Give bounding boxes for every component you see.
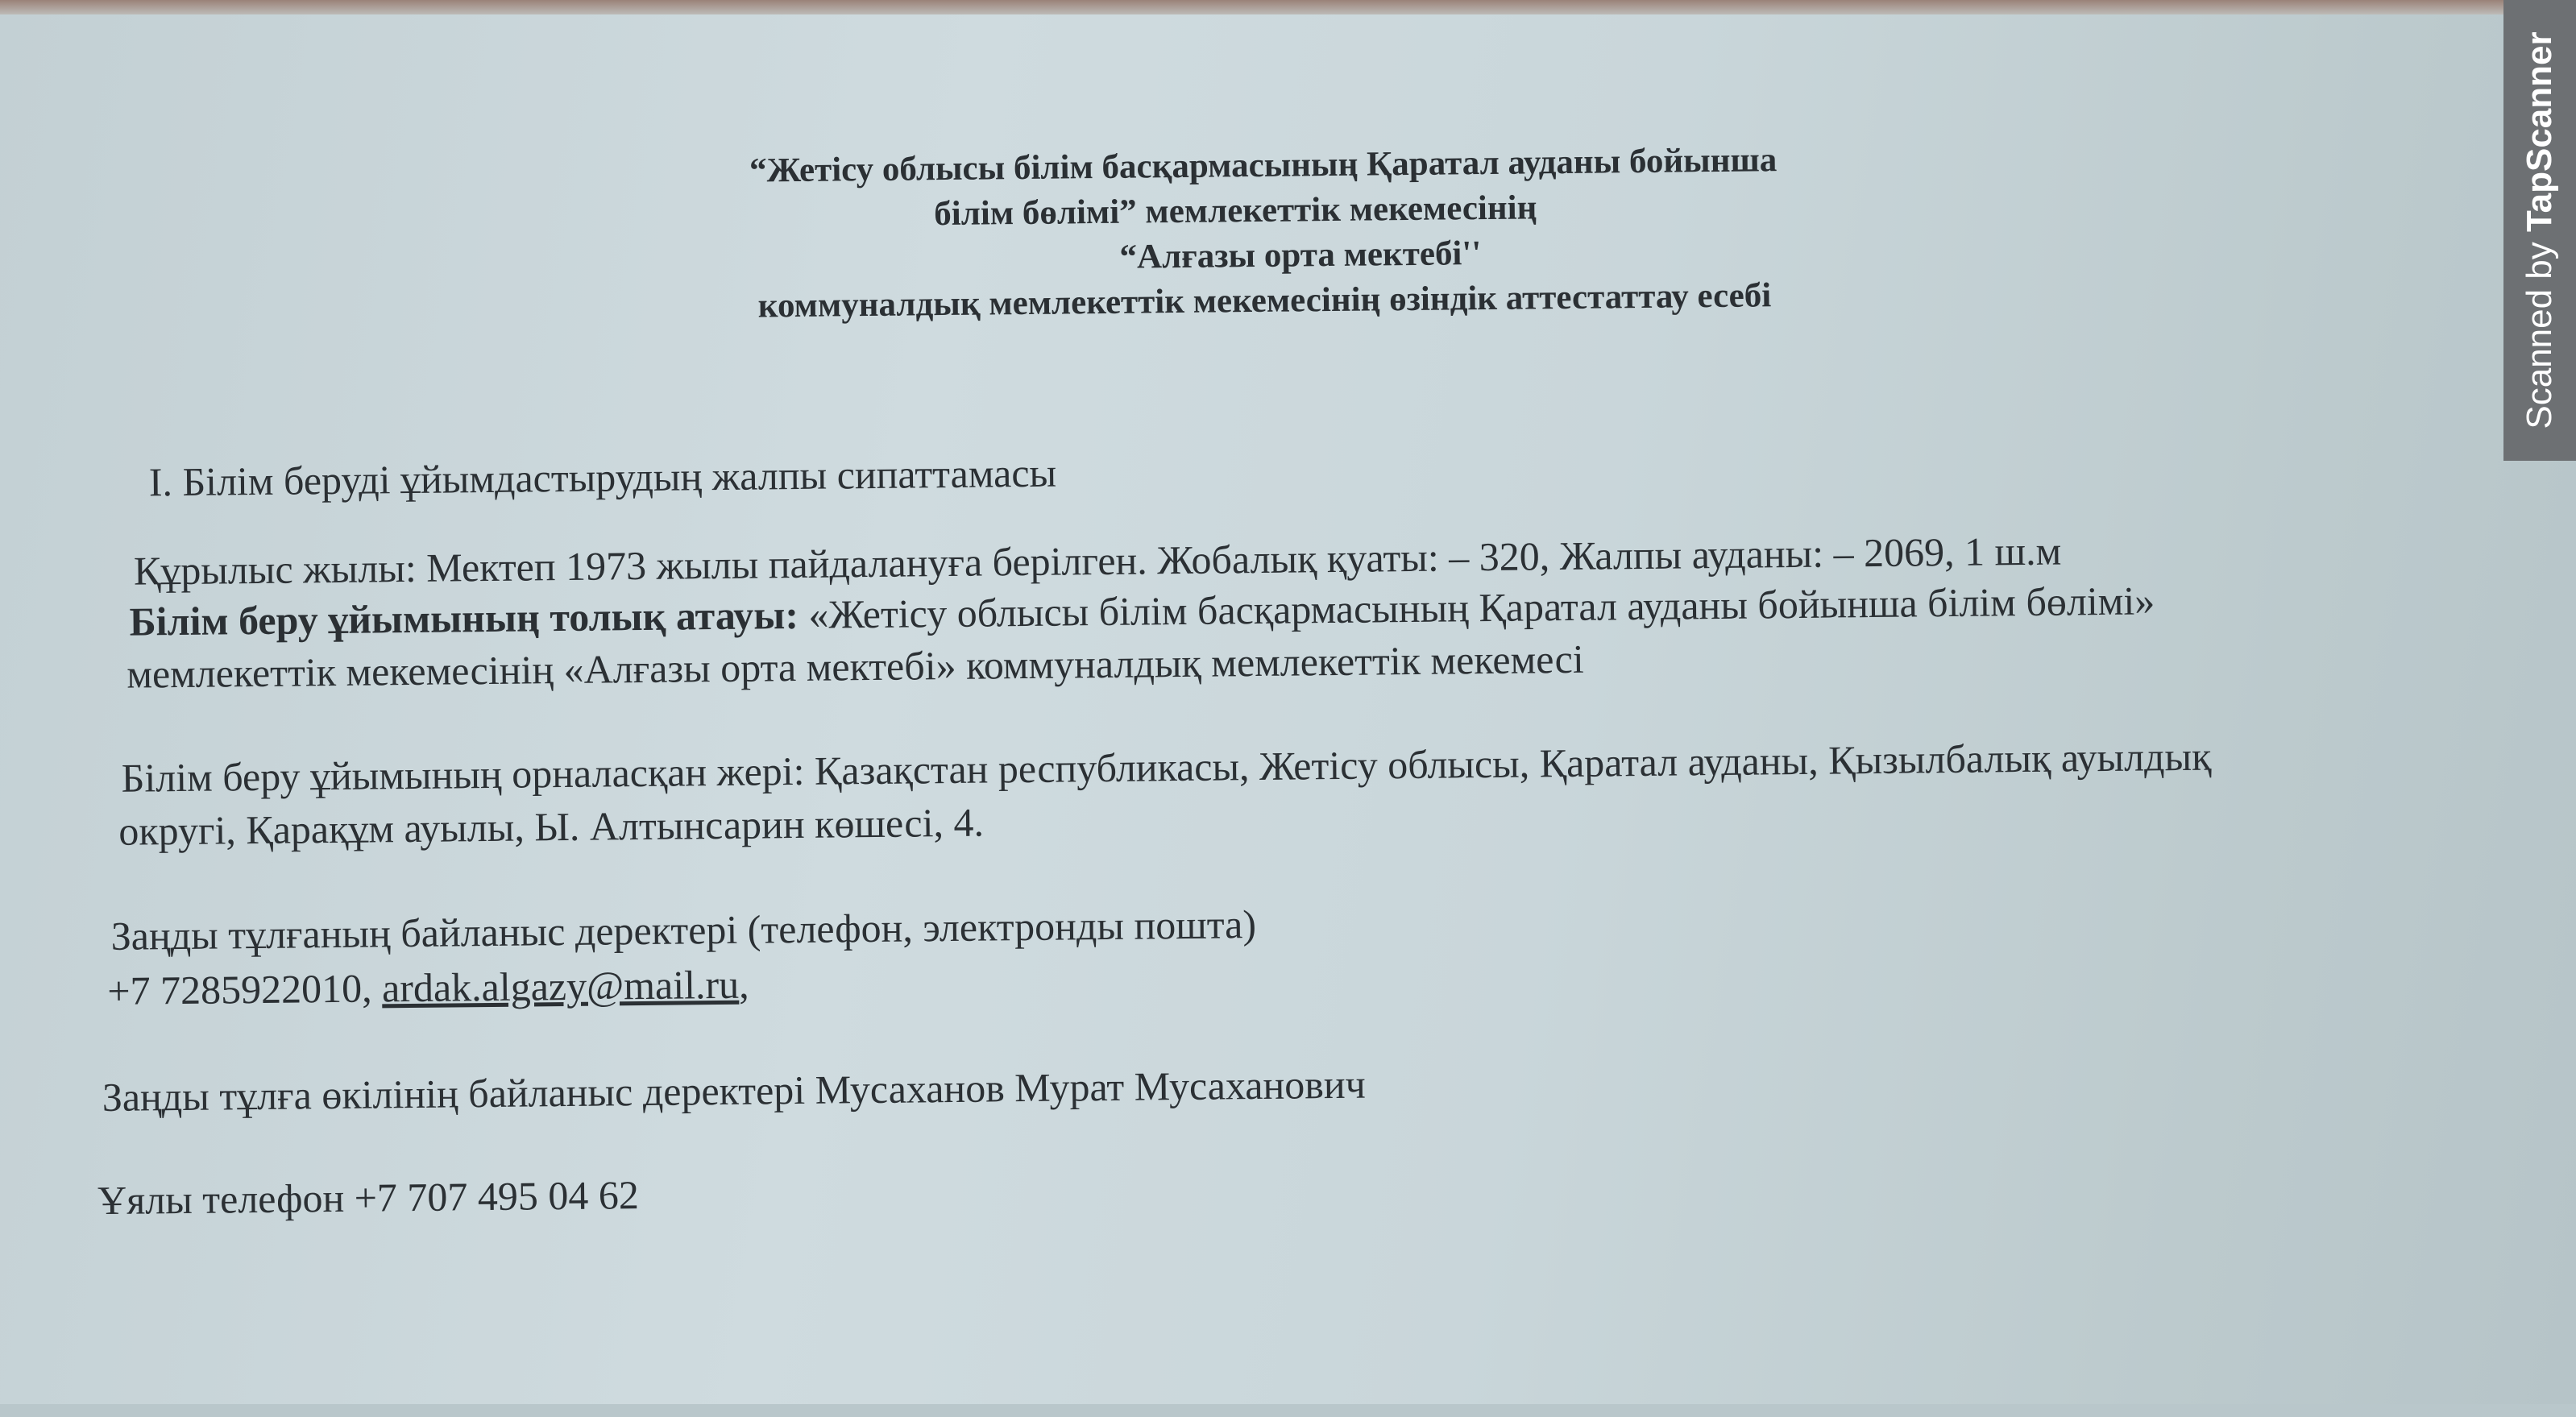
header-line-4: коммуналдық мемлекеттік мекемесінің өзіндік аттестаттау есебі [757, 276, 1772, 325]
email-link[interactable]: ardak.algazy@mail.ru [381, 961, 740, 1011]
address-line-1: Білім беру ұйымының орналасқан жері: Қазақстан республикасы, Жетісу облысы, Қаратал ауданы, Қызылбалық ауылдық [121, 733, 2212, 801]
representative-line: Заңды тұлға өкілінің байланыс деректері Мусаханов Мурат Мусаханович [102, 1061, 1366, 1121]
watermark-prefix: Scanned by [2520, 231, 2559, 429]
contacts-label: Заңды тұлғаның байланыс деректері (телефон, электронды пошта) [110, 901, 1257, 959]
mobile-phone-line: Ұялы телефон +7 707 495 04 62 [97, 1172, 640, 1224]
header-line-3: “Алғазы орта мектебі'' [1119, 234, 1482, 276]
phone-email-line [107, 961, 749, 1014]
phone-number: +7 7285922010, [107, 965, 383, 1013]
scanner-watermark [2503, 0, 2576, 461]
fullname-label: Білім беру ұйымының толық атауы: [129, 591, 799, 644]
header-line-1: “Жетісу облысы білім басқармасының Қаратал ауданы бойынша [749, 141, 1777, 190]
document-header [558, 136, 1969, 331]
address-line-2: округі, Қарақұм ауылы, Ы. Алтынсарин көшесі, 4. [118, 799, 985, 854]
email-suffix: , [738, 961, 749, 1007]
fullname-value: «Жетісу облысы білім басқармасының Қаратал ауданы бойынша білім бөлімі» [798, 578, 2155, 637]
scanner-watermark-text [2520, 31, 2560, 429]
header-line-2: білім бөлімі” мемлекеттік мекемесінің [934, 189, 1537, 234]
section-title: І. Білім беруді ұйымдастырудың жалпы сипаттамасы [148, 450, 1057, 505]
watermark-brand: TapScanner [2520, 31, 2559, 232]
build-info-line: Құрылыс жылы: Мектеп 1973 жылы пайдалануға берілген. Жобалық қуаты: – 320, Жалпы ауданы: – 2069, 1 ш.м [133, 528, 2062, 594]
fullname-line-2: мемлекеттік мекемесінің «Алғазы орта мектебі» коммуналдық мемлекеттік мекемесі [126, 636, 1585, 697]
